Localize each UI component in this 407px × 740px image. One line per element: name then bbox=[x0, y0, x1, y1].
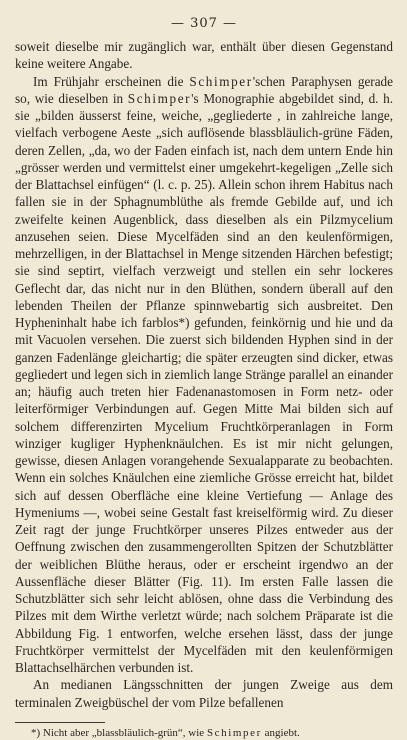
paragraph-2 bbox=[15, 73, 393, 677]
footnote-text-1: *) Nicht aber „blassbläulich-grün“, wie bbox=[31, 726, 207, 739]
paragraph-3-text: An medianen Längsschnitten der jungen Zweige aus dem terminalen Zweigbüschel der vom Pilze befallenen bbox=[15, 677, 393, 710]
author-name-schimper: Schimper bbox=[127, 90, 192, 106]
paragraph-1-text: soweit dieselbe mir zugänglich war, enthält über diesen Gegenstand keine weitere Angabe. bbox=[15, 39, 393, 72]
paragraph-2-text-2: 'schen Paraphysen gerade so, wie dieselben in bbox=[15, 73, 394, 106]
paragraph-1 bbox=[15, 38, 393, 73]
page-number: — 307 — bbox=[170, 16, 238, 31]
author-name-schimper: Schimper bbox=[206, 726, 262, 739]
footnote-text-2: angiebt. bbox=[261, 726, 300, 739]
footnote bbox=[15, 726, 393, 740]
paragraph-2-text-3: 's Monographie abgebildet sind, d. h. sie „bilden äusserst feine, weiche, „gegliederte , in zahlreiche lange, vielfach verbogene Aeste „sich auflösende blassbläulich-grüne Fäden, deren Zellen, „da, wo der Faden einfach ist, nach dem untern Ende hin „grösser werden und vermittelst einer umgekehrt-kegeligen „Zelle sich der Blattachsel einfügen“ (l. c. p. 25). Allein schon ihrem Habitus nach fallen sie in der Sphagnumblüthe als fremde Gebilde auf, und ich zweifelte keinen Augenblick, dass dieselben als ein Pilzmycelium anzusehen seien. Diese Mycelfäden sind an den keulenförmigen, mehrzelligen, in der Blattachsel in Menge sitzenden Härchen befestigt; sie sind septirt, vielfach verzweigt und stellen ein sehr lockeres Geflecht dar, das nicht nur in den Blüthen, sondern überall auf den lebenden Theilen der Pflanze spinnwebartig sich ausbreitet. Den Hypheninhalt habe ich farblos*) gefunden, feinkörnig und hie und da mit Vacuolen versehen. Die zuerst sich bildenden Hyphen sind in der ganzen Fadenlänge gleichartig; die später erzeugten sind dicker, etwas gegliedert und legen sich in ziemlich lange Stränge parallel an einander an; häufig auch treten hier Fadenanastomosen in Form netz- oder leiterförmiger Verbindungen auf. Gegen Mitte Mai bilden sich auf solchem differenzirten Mycelium Fruchtkörperanlagen in Form winziger kugliger Hyphenknäulchen. Es ist mir nicht gelungen, gewisse, diesen Anlagen vorangehende Sexualapparate zu beobachten. Wenn ein solches Knäulchen eine ziemliche Grösse erreicht hat, bildet sich auf dessen Oberfläche eine kleine Vertiefung — Anlage des Hymeniums —, wobei seine Gestalt fast kreiselförmig wird. Zu dieser Zeit ragt der junge Fruchtkörper unseres Pilzes entweder aus der Oeffnung zwischen den zusammengerollten Spitzen der Schutzblätter der weiblichen Blüthe heraus, oder er erscheint irgendwo an der Aussenfläche dieser Blätter (Fig. 11). Im ersten Falle lassen die Schutzblätter sich sehr leicht ablösen, ohne dass die Verbindung des Pilzes mit dem Wirthe verletzt würde; nach solchem Präparate ist die Abbildung Fig. 1 entworfen, welche ersehen lässt, dass der junge Fruchtkörper vermittelst der Mycelfäden mit den keulenförmigen Blattachselhärchen verbunden ist. bbox=[15, 90, 394, 675]
author-name-schimper: Schimper bbox=[189, 73, 253, 89]
paragraph-3 bbox=[15, 676, 393, 711]
body-text bbox=[15, 38, 393, 711]
paragraph-2-text-1: Im Frühjahr erscheinen die bbox=[33, 73, 190, 89]
footnote-divider bbox=[15, 722, 105, 723]
